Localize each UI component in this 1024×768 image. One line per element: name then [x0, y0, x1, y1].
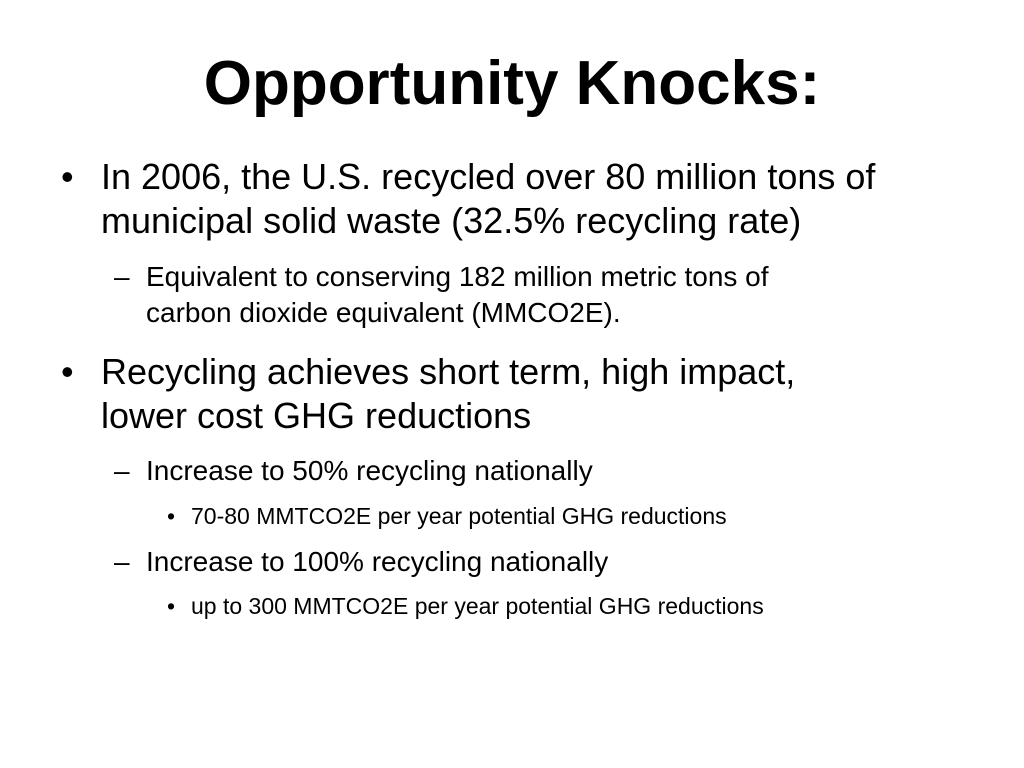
dash-marker: – — [114, 261, 130, 292]
bullet-line: lower cost GHG reductions — [101, 395, 532, 436]
bullet-marker: • — [167, 503, 176, 529]
sub-item-line: Equivalent to conserving 182 million metric tons of — [146, 261, 769, 292]
sub-item-line: Increase to 50% recycling nationally — [146, 455, 593, 486]
bullet-item-recycling-achieves — [61, 350, 1001, 438]
slide-title: Opportunity Knocks: — [203, 49, 821, 118]
bullet-line: municipal solid waste (32.5% recycling rate) — [101, 200, 802, 241]
sub-sub-item-300 — [167, 592, 991, 620]
bullet-line: In 2006, the U.S. recycled over 80 million tons of — [101, 156, 876, 197]
sub-item-equivalent — [114, 259, 996, 331]
bullet-marker: • — [61, 156, 74, 197]
bullet-marker: • — [167, 593, 176, 619]
bullet-marker: • — [61, 351, 74, 392]
sub-sub-item-line: 70-80 MMTCO2E per year potential GHG reductions — [191, 503, 727, 529]
dash-marker: – — [114, 455, 130, 486]
sub-item-increase-100 — [114, 544, 996, 580]
sub-sub-item-70-80 — [167, 502, 991, 530]
bullet-item-recycled-2006 — [61, 155, 1001, 243]
sub-sub-item-line: up to 300 MMTCO2E per year potential GHG reductions — [191, 593, 764, 619]
dash-marker: – — [114, 546, 130, 577]
sub-item-increase-50 — [114, 453, 996, 489]
bullet-line: Recycling achieves short term, high impact, — [101, 351, 796, 392]
sub-item-line: Increase to 100% recycling nationally — [146, 546, 609, 577]
sub-item-line: carbon dioxide equivalent (MMCO2E). — [146, 297, 621, 328]
